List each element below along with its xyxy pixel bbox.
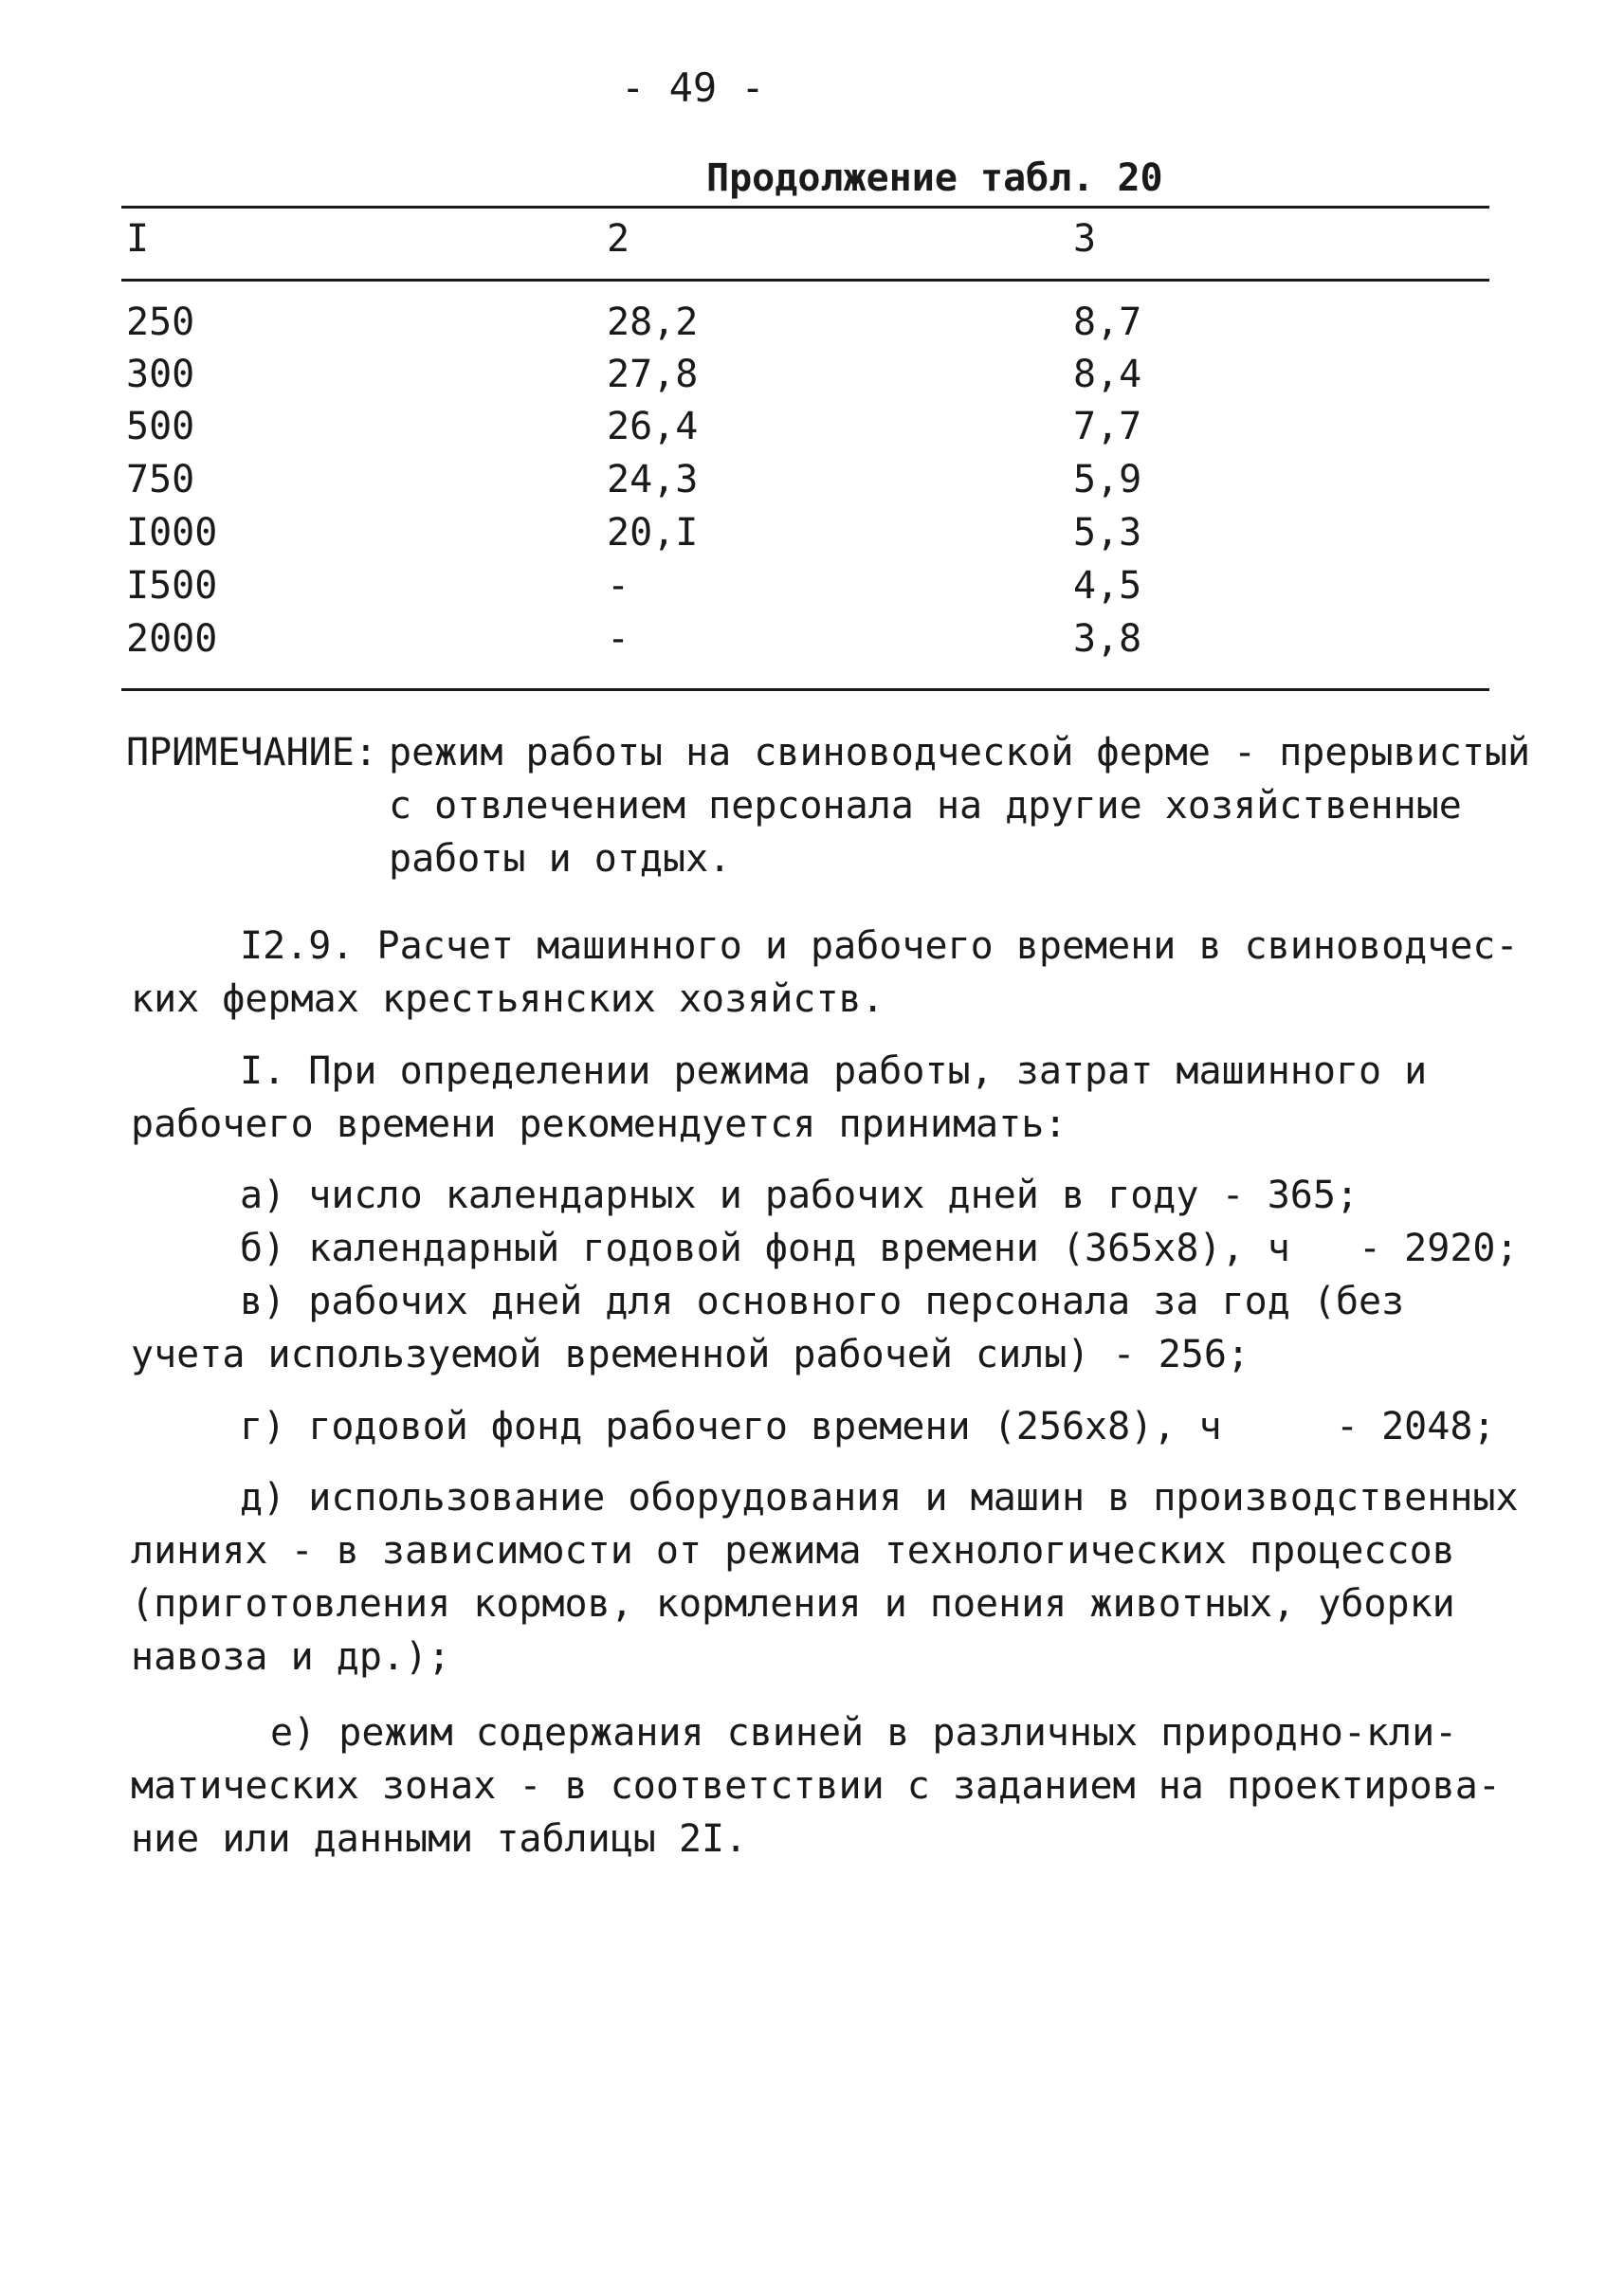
item-line: д) использование оборудования и машин в производственных bbox=[240, 1476, 1519, 1520]
item-line: навоза и др.); bbox=[131, 1635, 451, 1679]
note-line: с отвлечением персонала на другие хозяйственные bbox=[389, 784, 1462, 828]
item-line: а) число календарных и рабочих дней в году - 365; bbox=[240, 1174, 1359, 1217]
table-row bbox=[0, 355, 1624, 403]
table-row bbox=[0, 303, 1624, 351]
table-row bbox=[0, 458, 1624, 508]
table-row bbox=[0, 405, 1624, 455]
table-cell: 300 bbox=[126, 353, 195, 396]
table-cell: 7,7 bbox=[1073, 405, 1142, 448]
table-cell: 8,7 bbox=[1073, 301, 1142, 344]
item-line: матических зонах - в соответствии с заданием на проектирова- bbox=[131, 1764, 1501, 1808]
table-row bbox=[0, 511, 1624, 561]
paragraph-line: I. При определении режима работы, затрат машинного и bbox=[240, 1049, 1428, 1093]
table-cell: 5,3 bbox=[1073, 511, 1142, 555]
table-cell: 4,5 bbox=[1073, 564, 1142, 608]
table-cell: I500 bbox=[126, 564, 218, 608]
table-rule-top bbox=[121, 206, 1489, 209]
table-rule-bottom bbox=[121, 688, 1489, 691]
item-line: (приготовления кормов, кормления и поения животных, уборки bbox=[131, 1582, 1455, 1626]
note-label: ПРИМЕЧАНИЕ: bbox=[126, 731, 377, 774]
item-line: е) режим содержания свиней в различных природно-кли- bbox=[270, 1711, 1458, 1755]
item-line: ние или данными таблицы 2I. bbox=[131, 1817, 748, 1861]
table-cell: - bbox=[607, 564, 630, 608]
section-line: I2.9. Расчет машинного и рабочего времени в свиноводчес- bbox=[240, 924, 1519, 968]
note-line: режим работы на свиноводческой ферме - прерывистый bbox=[389, 731, 1531, 774]
table-cell: 3,8 bbox=[1073, 617, 1142, 661]
item-line: учета используемой временной рабочей силы) - 256; bbox=[131, 1333, 1250, 1376]
table-cell: 24,3 bbox=[607, 458, 699, 501]
table-cell: I000 bbox=[126, 511, 218, 555]
table-caption: Продолжение табл. 20 bbox=[706, 156, 1163, 200]
item-line: б) календарный годовой фонд времени (365х8), ч - 2920; bbox=[240, 1227, 1519, 1270]
item-line: в) рабочих дней для основного персонала за год (без bbox=[240, 1280, 1405, 1323]
table-cell: 27,8 bbox=[607, 353, 699, 396]
table-cell: 26,4 bbox=[607, 405, 699, 448]
table-cell: 8,4 bbox=[1073, 353, 1142, 396]
note-line: работы и отдых. bbox=[389, 837, 732, 881]
table-cell: - bbox=[607, 617, 630, 661]
table-row bbox=[0, 617, 1624, 667]
table-cell: 5,9 bbox=[1073, 458, 1142, 501]
table-row bbox=[0, 564, 1624, 614]
table-header-col2: 2 bbox=[607, 217, 630, 261]
table-cell: 28,2 bbox=[607, 301, 699, 344]
section-line: ких фермах крестьянских хозяйств. bbox=[131, 977, 885, 1021]
table-cell: 750 bbox=[126, 458, 195, 501]
table-cell: 500 bbox=[126, 405, 195, 448]
item-line: г) годовой фонд рабочего времени (256х8), ч - 2048; bbox=[240, 1405, 1496, 1448]
item-line: линиях - в зависимости от режима технологических процессов bbox=[131, 1529, 1455, 1573]
page-number: - 49 - bbox=[621, 64, 765, 111]
table-header-col1: I bbox=[126, 217, 150, 261]
table-rule-mid bbox=[121, 279, 1489, 282]
table-cell: 20,I bbox=[607, 511, 699, 555]
table-cell: 2000 bbox=[126, 617, 218, 661]
table-header-col3: 3 bbox=[1073, 217, 1097, 261]
paragraph-line: рабочего времени рекомендуется принимать: bbox=[131, 1102, 1067, 1146]
table-cell: 250 bbox=[126, 301, 195, 344]
